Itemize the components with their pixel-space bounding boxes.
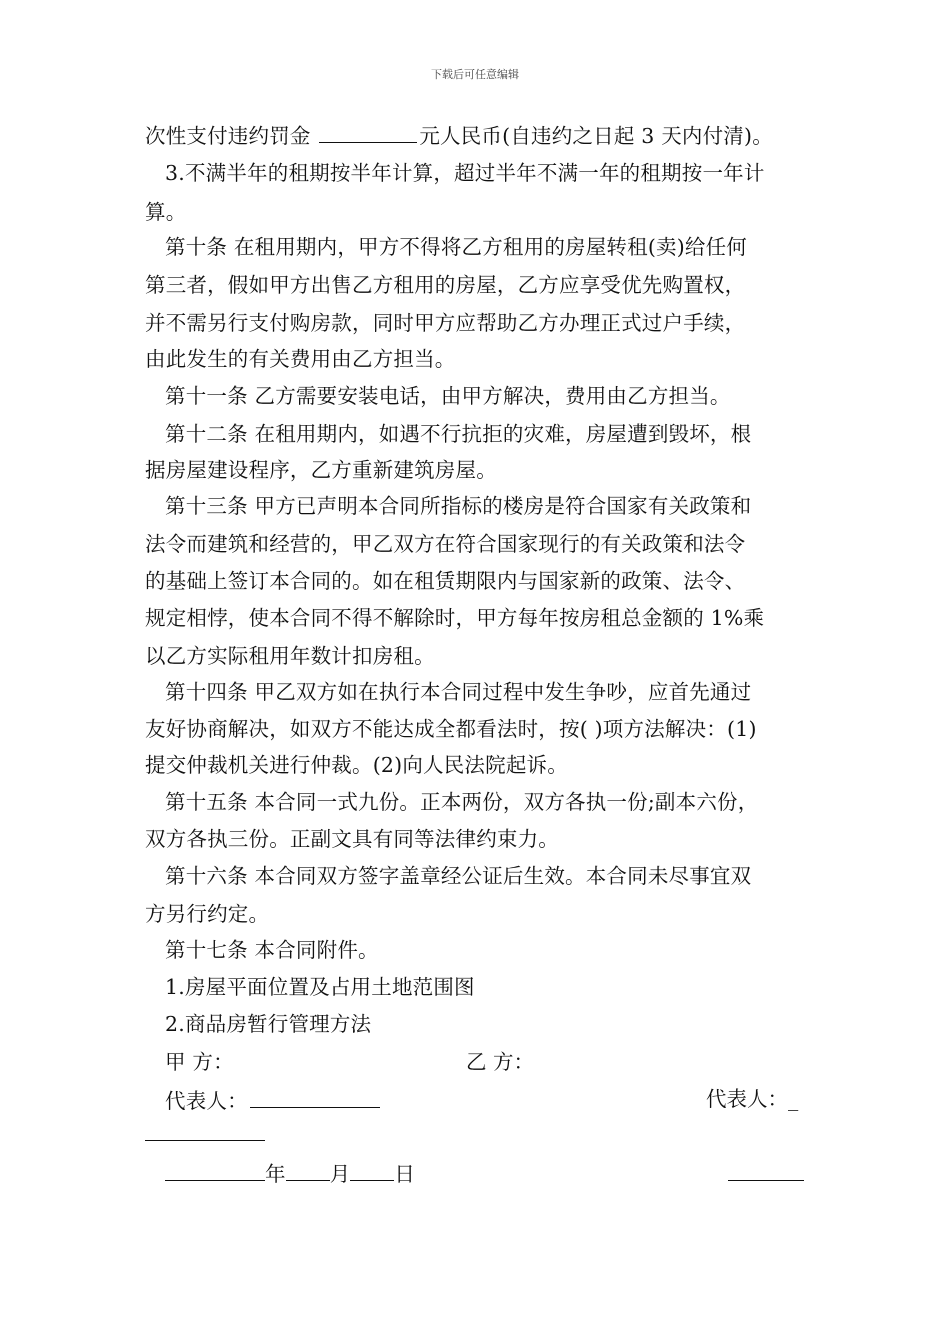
representative-b-label: 代表人：_: [706, 1087, 799, 1111]
representative-a-blank: [250, 1085, 380, 1108]
text-line: 2.商品房暂行管理方法: [165, 1012, 372, 1036]
text-segment: 元人民币(自违约之日起 3 天内付清)。: [419, 124, 773, 148]
text-line: 1.房屋平面位置及占用土地范围图: [165, 975, 475, 999]
day-blank: [350, 1158, 394, 1181]
text-line: 以乙方实际租用年数计扣房租。: [145, 644, 435, 668]
text-line: 方另行约定。: [145, 902, 270, 926]
text-line: 并不需另行支付购房款，同时甲方应帮助乙方办理正式过户手续，: [145, 311, 746, 335]
month-label: 月: [329, 1162, 351, 1186]
text-line: 第十三条 甲方已声明本合同所指标的楼房是符合国家有关政策和: [165, 494, 752, 518]
day-label: 日: [394, 1162, 416, 1186]
text-segment: 次性支付违约罚金: [145, 124, 311, 148]
year-label: 年: [265, 1162, 286, 1186]
fill-blank: [319, 120, 417, 143]
text-line: 法令而建筑和经营的，甲乙双方在符合国家现行的有关政策和法令: [145, 532, 746, 556]
date-b-blank: [728, 1158, 804, 1181]
text-line: 友好协商解决，如双方不能达成全都看法时，按( )项方法解决：(1): [145, 717, 757, 741]
text-line: 第十六条 本合同双方签字盖章经公证后生效。本合同未尽事宜双: [165, 864, 752, 888]
text-line: 的基础上签订本合同的。如在租赁期限内与国家新的政策、法令、: [145, 569, 746, 593]
representative-a: [165, 1085, 382, 1115]
text-line: 算。: [145, 200, 187, 224]
year-blank: [165, 1158, 265, 1181]
text-line: 第三者，假如甲方出售乙方租用的房屋，乙方应享受优先购置权，: [145, 273, 746, 297]
party-a-label: 甲 方：: [165, 1050, 234, 1074]
representative-a-label: 代表人：: [165, 1089, 248, 1113]
representative-b-blank: [145, 1118, 265, 1141]
text-line: 规定相悖，使本合同不得不解除时，甲方每年按房租总金额的 1%乘: [145, 606, 765, 630]
text-line: 据房屋建设程序，乙方重新建筑房屋。: [145, 458, 497, 482]
text-line: 3.不满半年的租期按半年计算，超过半年不满一年的租期按一年计: [165, 161, 765, 185]
party-b-label: 乙 方：: [466, 1050, 535, 1074]
page-header-note: 下载后可任意编辑: [431, 68, 519, 81]
text-line: 第十五条 本合同一式九份。正本两份，双方各执一份;副本六份，: [165, 790, 759, 814]
text-line: 由此发生的有关费用由乙方担当。: [145, 347, 456, 371]
date-line: [165, 1158, 415, 1188]
text-line: 第十七条 本合同附件。: [165, 938, 379, 962]
text-line: 提交仲裁机关进行仲裁。(2)向人民法院起诉。: [145, 753, 568, 777]
month-blank: [286, 1158, 330, 1181]
text-line: 第十二条 在租用期内，如遇不行抗拒的灾难，房屋遭到毁坏，根: [165, 422, 752, 446]
representative-b-blank-line: [145, 1118, 265, 1148]
text-line: 双方各执三份。正副文具有同等法律约束力。: [145, 827, 559, 851]
text-line: 第十一条 乙方需要安装电话，由甲方解决，费用由乙方担当。: [165, 384, 731, 408]
text-line: 第十条 在租用期内，甲方不得将乙方租用的房屋转租(卖)给任何: [165, 235, 748, 259]
date-b-line: [728, 1158, 804, 1188]
text-line: 第十四条 甲乙双方如在执行本合同过程中发生争吵，应首先通过: [165, 680, 752, 704]
text-line: [145, 120, 773, 150]
